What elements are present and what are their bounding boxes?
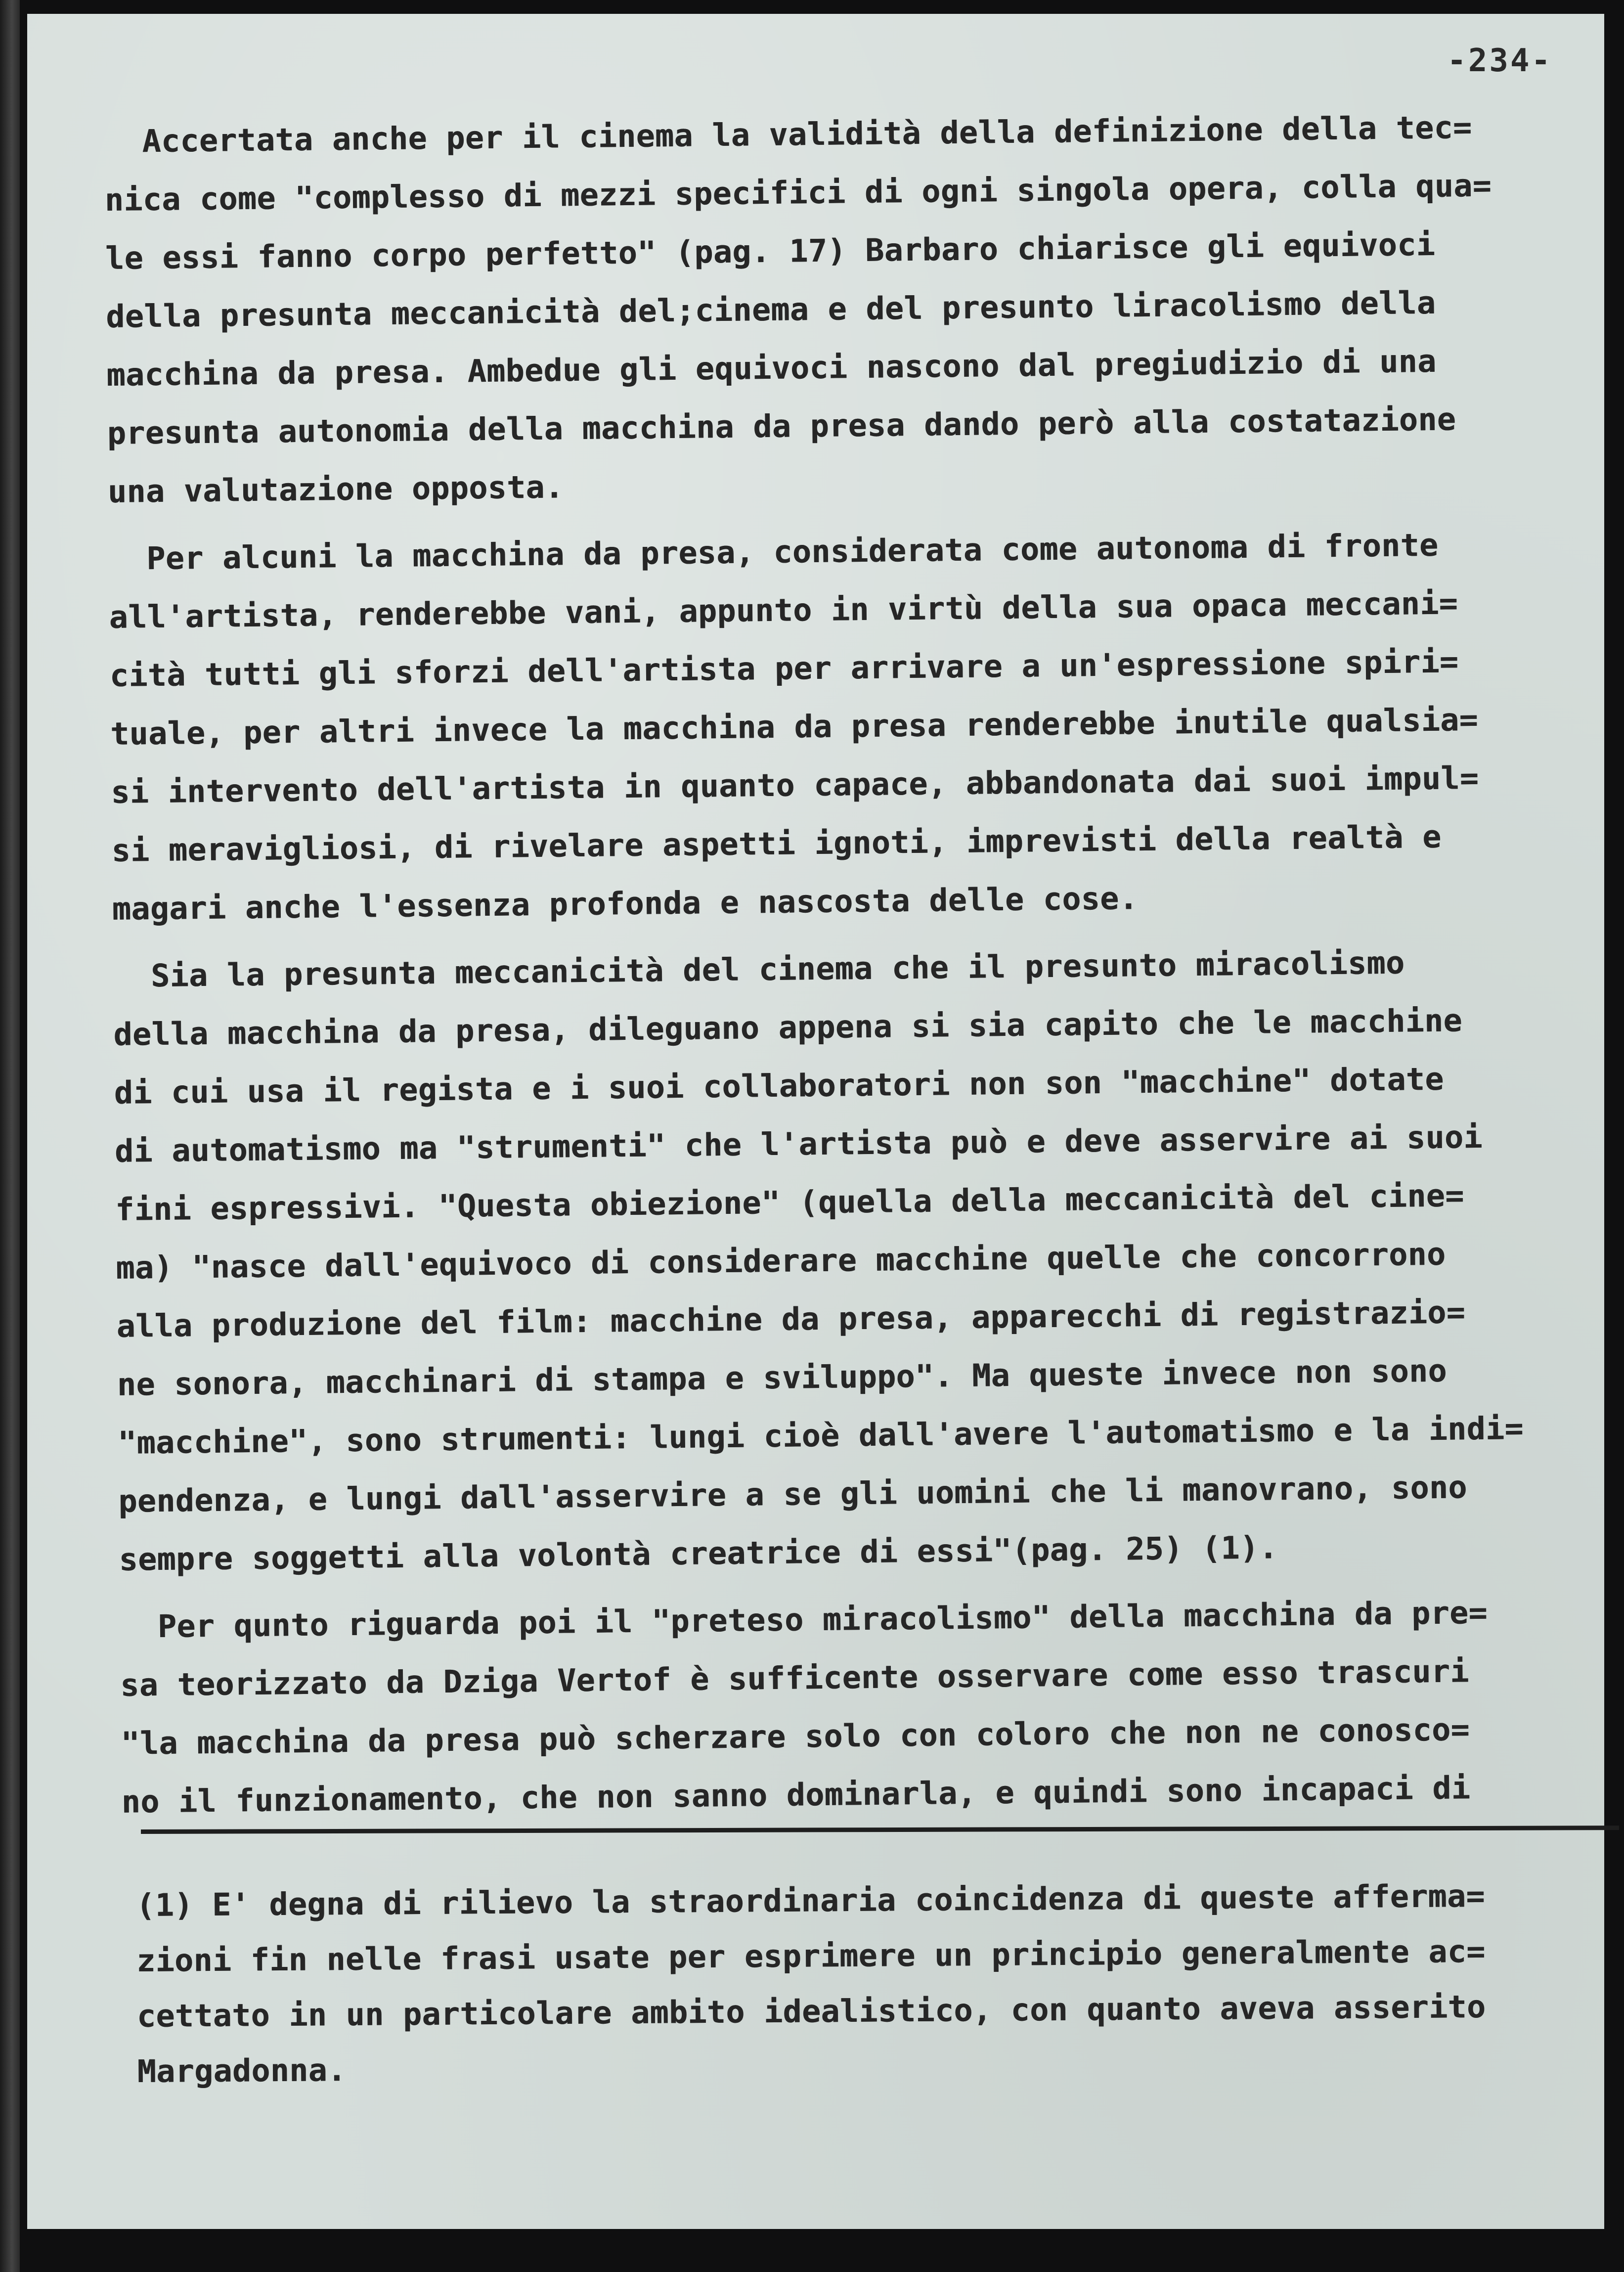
text-line: sa teorizzato da Dziga Vertof è sufficente osservare come esso trascuri [120,1653,1470,1703]
text-line: "macchine", sono strumenti: lungi cioè dall'avere l'automatismo e la indi= [117,1410,1524,1461]
text-line: no il funzionamento, che non sanno dominarla, e quindi sono incapaci di [121,1770,1471,1820]
text-line: all'artista, renderebbe vani, appunto in virtù della sua opaca meccani= [109,585,1458,635]
main-text [104,97,1585,1831]
text-line: nica come "complesso di mezzi specifici di ogni singola opera, colla qua= [104,167,1492,218]
text-line: Sia la presunta meccanicità del cinema che il presunto miracolismo [112,944,1405,994]
text-line: magari anche l'essenza profonda e nascosta delle cose. [112,880,1139,927]
footnote-line: zioni fin nelle frasi usate per esprimere un principio generalmente ac= [136,1933,1486,1979]
footnote-line: (1) E' degna di rilievo la straordinaria coincidenza di queste afferma= [136,1877,1486,1923]
text-line: Per alcuni la macchina da presa, considerata come autonoma di fronte [108,527,1439,577]
text-line: Accertata anche per il cinema la validità della definizione della tec= [104,109,1472,160]
footnote-line: Margadonna. [137,2052,347,2090]
text-line: ne sonora, macchinari di stampa e sviluppo". Ma queste invece non sono [117,1352,1448,1403]
scan-binding-edge [0,0,20,2272]
text-line: una valutazione opposta. [107,469,564,510]
footnote-line: cettato in un particolare ambito idealistico, con quanto aveva asserito [136,1988,1486,2034]
text-line: le essi fanno corpo perfetto" (pag. 17) Barbaro chiarisce gli equivoci [105,226,1436,276]
text-line: pendenza, e lungi dall'asservire a se gli uomini che li manovrano, sono [118,1469,1468,1519]
text-line: della macchina da presa, dileguano appena si sia capito che le macchine [113,1002,1463,1053]
text-line: presunta autonomia della macchina da presa dando però alla costatazione [107,401,1456,451]
text-line: "la macchina da presa può scherzare solo con coloro che non ne conosco= [121,1711,1470,1762]
text-line: di cui usa il regista e i suoi collaboratori non son "macchine" dotate [114,1061,1445,1111]
page-number: -234- [1447,43,1552,79]
text-line: Per qunto riguarda poi il "preteso miracolismo" della macchina da pre= [119,1594,1488,1645]
text-line: tuale, per altri invece la macchina da presa renderebbe inutile qualsia= [110,701,1479,752]
text-line: di automatismo ma "strumenti" che l'artista può e deve asservire ai suoi [114,1118,1483,1169]
typewritten-page [27,14,1604,2229]
text-line: cità tutti gli sforzi dell'artista per arrivare a un'espressione spiri= [109,643,1459,694]
text-line: fini espressivi. "Questa obiezione" (quella della meccanicità del cine= [115,1177,1464,1228]
text-line: sempre soggetti alla volontà creatrice di essi"(pag. 25) (1). [119,1529,1278,1578]
text-line: macchina da presa. Ambedue gli equivoci nascono dal pregiudizio di una [106,343,1437,393]
text-line: si meravigliosi, di rivelare aspetti ignoti, imprevisti della realtà e [111,818,1442,869]
text-line: ma) "nasce dall'equivoco di considerare macchine quelle che concorrono [116,1236,1446,1286]
text-line: si intervento dell'artista in quanto capace, abbandonata dai suoi impul= [111,759,1479,810]
text-line: della presunta meccanicità del;cinema e del presunto liracolismo della [105,284,1436,335]
text-line: alla produzione del film: macchine da presa, apparecchi di registrazio= [116,1294,1466,1344]
footnote [136,1868,1601,2099]
